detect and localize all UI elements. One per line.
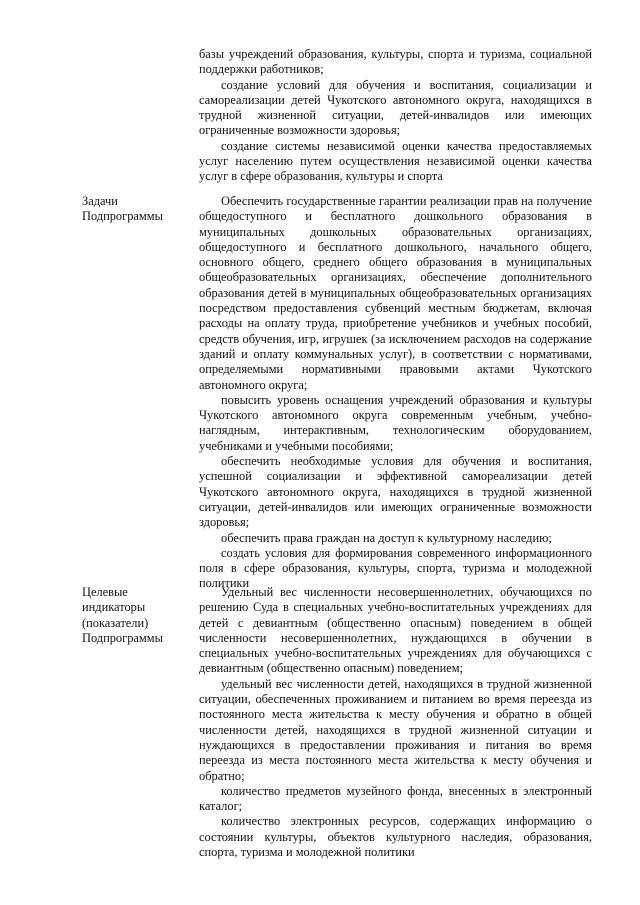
paragraph: повысить уровень оснащения учреждений образования и культуры Чукотского автономного округа современным учебным, учебно-наглядным, интерактивным, технологическим оборудованием, учебниками и учебными пособиями; [199,392,592,453]
paragraph: базы учреждений образования, культуры, спорта и туризма, социальной поддержки работников; [199,47,592,77]
paragraph: создание условий для обучения и воспитания, социализации и самореализации детей Чукотского автономного округа, находящихся в трудной жизненной ситуации, детей-инвалидов или имеющих ограниченные возможности здоровья; [199,77,592,138]
paragraph: создание системы независимой оценки качества предоставляемых услуг населению путем осуществления независимой оценки качества услуг в сфере образования, культуры и спорта [199,138,592,184]
paragraph: обеспечить необходимые условия для обучения и воспитания, успешной социализации и эффективной самореализации детей Чукотского автономного округа, находящихся в трудной жизненной ситуации, детей-инвалидов или имеющих ограниченные возможности здоровья; [199,454,592,530]
section-label: Задачи Подпрограммы [82,194,163,224]
paragraph: обеспечить права граждан на доступ к культурному наследию; [221,530,552,545]
section-label: Целевые индикаторы (показатели) Подпрограммы [82,585,163,645]
paragraph: создать условия для формирования современного информационного поля в сфере образования, культуры, спорта, туризма и молодежной политики [199,545,592,591]
section-content [199,585,592,860]
paragraph: Удельный вес численности несовершеннолетних, обучающихся по решению Суда в специальных учебно-воспитательных учреждениях для детей с девиантным (общественно опасным) поведением в общей численности несовершеннолетних, нуждающихся в обучении в специальных учебно-воспитательных учреждениях для обучающихся с девиантным (общественно опасным) поведением; [199,585,592,676]
paragraph: количество электронных ресурсов, содержащих информацию о состоянии культуры, объектов культурного наследия, образования, спорта, туризма и молодежной политики [199,814,592,860]
paragraph: удельный вес численности детей, находящихся в трудной жизненной ситуации, обеспеченных проживанием и питанием во время переезда из постоянного места жительства к месту обучения и обратно в общей численности детей, находящихся в трудной жизненной ситуации и нуждающихся в предоставлении проживания и питания во время переезда из места постоянного места жительства к месту обучения и обратно; [199,676,592,783]
paragraph: количество предметов музейного фонда, внесенных в электронный каталог; [199,783,592,814]
paragraph: Обеспечить государственные гарантии реализации прав на получение общедоступного и бесплатного дошкольного образования в муниципальных дошкольных образовательных организациях, общедоступного и бесплатного дошкольного, начального общего, основного общего, среднего общего образования в муниципальных общеобразовательных организациях, обеспечение дополнительного образования детей в муниципальных общеобразовательных организациях посредством предоставления субвенций местным бюджетам, включая расходы на оплату труда, приобретение учебников и учебных пособий, средств обучения, игр, игрушек (за исключением расходов на содержание зданий и оплату коммунальных услуг), в соответствии с нормативами, определяемыми нормативными правовыми актами Чукотского автономного округа; [199,194,592,392]
section-content [199,194,592,592]
section-content [199,47,592,185]
